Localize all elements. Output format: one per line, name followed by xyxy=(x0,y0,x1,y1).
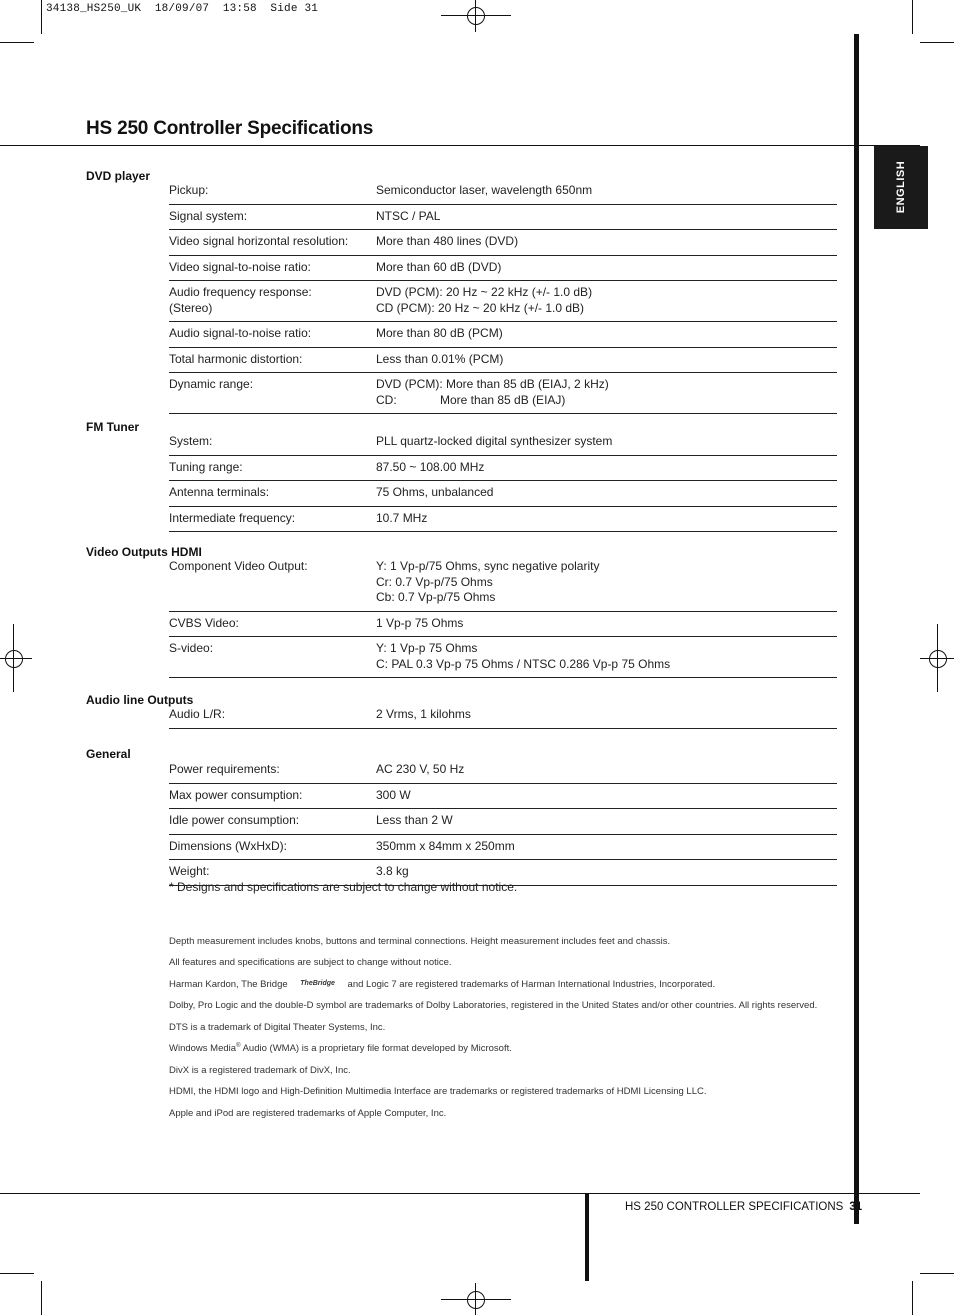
fine-print-divx: DivX is a registered trademark of DivX, Inc. xyxy=(169,1065,351,1076)
spec-value xyxy=(376,864,837,880)
spec-row xyxy=(169,430,837,456)
spec-label: Dimensions (WxHxD): xyxy=(169,838,288,853)
spec-label: Idle power consumption: xyxy=(169,813,300,827)
spec-label: Pickup: xyxy=(169,183,209,197)
spec-value xyxy=(376,260,837,276)
spec-value-line: Cb: 0.7 Vp-p/75 Ohms xyxy=(376,590,496,604)
spec-value xyxy=(376,707,837,723)
spec-value-line: AC 230 V, 50 Hz xyxy=(376,762,465,776)
language-tab-label: ENGLISH xyxy=(895,160,907,214)
footer-label: HS 250 CONTROLLER SPECIFICATIONS xyxy=(625,1201,844,1213)
spec-value-line: NTSC / PAL xyxy=(376,208,441,223)
fine-print-wma xyxy=(169,1043,512,1054)
spec-table-dvd xyxy=(169,179,837,414)
crop-mark xyxy=(41,0,42,34)
spec-label: Video signal horizontal resolution: xyxy=(169,234,349,248)
footer-rule xyxy=(0,1193,920,1194)
spec-value-line: DVD (PCM): More than 85 dB (EIAJ, 2 kHz) xyxy=(376,377,609,391)
fine-print-dolby: Dolby, Pro Logic and the double-D symbol are trademarks of Dolby Laboratories, registered in the United States and/or other countries. All rights reserved. xyxy=(169,1000,818,1011)
spec-table-video xyxy=(169,555,837,678)
spec-value-line: Less than 0.01% (PCM) xyxy=(376,351,504,366)
spec-value-line: DVD (PCM): 20 Hz ~ 22 kHz (+/- 1.0 dB) xyxy=(376,285,593,299)
spec-label: Tuning range: xyxy=(169,459,243,474)
spec-row xyxy=(169,456,837,482)
crop-mark xyxy=(0,1273,34,1274)
spec-row xyxy=(169,637,837,678)
footer-bar xyxy=(585,1193,589,1281)
spec-value-line: CD (PCM): 20 Hz ~ 20 kHz (+/- 1.0 dB) xyxy=(376,300,585,315)
spec-table-audio xyxy=(169,703,837,729)
spec-label: CVBS Video: xyxy=(169,615,239,630)
crop-mark xyxy=(920,42,954,43)
spec-value xyxy=(376,234,837,250)
page-number: 31 xyxy=(849,1201,863,1213)
spec-label: Signal system: xyxy=(169,208,248,223)
fine-print-harman-b: and Logic 7 are registered trademarks of Harman International Industries, Incorporated. xyxy=(347,979,716,990)
spec-row xyxy=(169,555,837,612)
fine-print-harman xyxy=(169,979,715,990)
spec-label: Audio frequency response: (Stereo) xyxy=(169,285,312,315)
spec-value xyxy=(376,559,837,606)
spec-value xyxy=(376,285,837,316)
section-title-general: General xyxy=(86,747,131,761)
spec-row xyxy=(169,230,837,256)
spec-value-line: 1 Vp-p 75 Ohms xyxy=(376,615,464,630)
spec-value xyxy=(376,377,837,408)
spec-label: Dynamic range: xyxy=(169,377,254,391)
spec-label: Antenna terminals: xyxy=(169,485,270,499)
spec-value-line: Y: 1 Vp-p 75 Ohms xyxy=(376,641,478,655)
fine-print-apple: Apple and iPod are registered trademarks of Apple Computer, Inc. xyxy=(169,1108,447,1119)
spec-row xyxy=(169,322,837,348)
spec-row xyxy=(169,835,837,861)
spec-row xyxy=(169,703,837,729)
crop-mark xyxy=(920,1273,954,1274)
spec-table-fm xyxy=(169,430,837,532)
print-slug: 34138_HS250_UK 18/09/07 13:58 Side 31 xyxy=(46,3,319,15)
spec-value-line: 2 Vrms, 1 kilohms xyxy=(376,707,471,721)
spec-value xyxy=(376,762,837,778)
spec-row xyxy=(169,758,837,784)
spec-row xyxy=(169,179,837,205)
spec-value xyxy=(376,460,837,476)
spec-row xyxy=(169,373,837,414)
spec-value-line: PLL quartz-locked digital synthesizer system xyxy=(376,434,613,448)
spec-value-line: 3.8 kg xyxy=(376,864,409,878)
spec-value-line: 87.50 ~ 108.00 MHz xyxy=(376,459,485,474)
fine-print-dts: DTS is a trademark of Digital Theater Systems, Inc. xyxy=(169,1022,386,1033)
spec-row xyxy=(169,205,837,231)
spec-label: S-video: xyxy=(169,641,214,655)
spec-row xyxy=(169,256,837,282)
crop-mark xyxy=(912,0,913,34)
page-title: HS 250 Controller Specifications xyxy=(86,118,374,139)
spec-value-line: C: PAL 0.3 Vp-p 75 Ohms / NTSC 0.286 Vp-p 75 Ohms xyxy=(376,656,671,671)
fine-print-harman-a: Harman Kardon, The Bridge xyxy=(169,979,288,990)
spec-row xyxy=(169,612,837,638)
title-rule xyxy=(0,145,920,146)
crop-mark xyxy=(41,1281,42,1315)
spec-row xyxy=(169,281,837,322)
spec-row xyxy=(169,481,837,507)
page-footer xyxy=(625,1201,862,1213)
spec-value xyxy=(376,352,837,368)
fine-print-depth: Depth measurement includes knobs, buttons and terminal connections. Height measurement includes feet and chassis. xyxy=(169,936,671,947)
spec-label: Audio signal-to-noise ratio: xyxy=(169,326,312,340)
spec-value xyxy=(376,616,837,632)
the-bridge-logo: TheBridge xyxy=(300,980,335,987)
spec-label: Max power consumption: xyxy=(169,787,303,802)
spec-value-line: More than 60 dB (DVD) xyxy=(376,259,502,274)
spec-row xyxy=(169,348,837,374)
spec-value xyxy=(376,485,837,501)
spec-label: Power requirements: xyxy=(169,762,280,776)
fine-print-wma-b: Audio (WMA) is a proprietary file format developed by Microsoft. xyxy=(240,1043,512,1055)
crop-mark xyxy=(0,42,34,43)
spec-value-line: More than 480 lines (DVD) xyxy=(376,234,519,248)
spec-value-line: Less than 2 W xyxy=(376,813,453,827)
spec-value-line: Y: 1 Vp-p/75 Ohms, sync negative polarity xyxy=(376,559,600,573)
spec-label: System: xyxy=(169,434,213,448)
spec-label: Total harmonic distortion: xyxy=(169,351,303,366)
language-tab xyxy=(874,146,928,229)
spec-value xyxy=(376,788,837,804)
spec-row xyxy=(169,809,837,835)
page-edge-bar xyxy=(854,34,859,1224)
spec-value-line: 300 W xyxy=(376,787,411,802)
fine-print-features: All features and specifications are subject to change without notice. xyxy=(169,957,452,968)
spec-row xyxy=(169,507,837,533)
spec-label: Audio L/R: xyxy=(169,707,226,721)
spec-value-line: 10.7 MHz xyxy=(376,510,428,525)
spec-label: Weight: xyxy=(169,864,210,878)
spec-value xyxy=(376,511,837,527)
section-title-dvd: DVD player xyxy=(86,169,151,183)
spec-value xyxy=(376,813,837,829)
spec-table-general xyxy=(169,758,837,886)
spec-value xyxy=(376,641,837,672)
section-title-video: Video Outputs HDMI xyxy=(86,545,202,559)
spec-value-line: CD: More than 85 dB (EIAJ) xyxy=(376,392,566,407)
crop-mark xyxy=(912,1281,913,1315)
spec-row xyxy=(169,784,837,810)
spec-value xyxy=(376,183,837,199)
spec-value-line: More than 80 dB (PCM) xyxy=(376,326,503,340)
spec-value-line: 75 Ohms, unbalanced xyxy=(376,485,494,499)
spec-label: Component Video Output: xyxy=(169,559,308,573)
spec-value-line: 350mm x 84mm x 250mm xyxy=(376,838,515,853)
spec-value xyxy=(376,326,837,342)
spec-value-line: Semiconductor laser, wavelength 650nm xyxy=(376,183,593,197)
registered-mark: ® xyxy=(236,1043,241,1049)
section-title-audio: Audio line Outputs xyxy=(86,693,194,707)
spec-label: Video signal-to-noise ratio: xyxy=(169,259,311,274)
fine-print-hdmi: HDMI, the HDMI logo and High-Definition Multimedia Interface are trademarks or registered trademarks of HDMI Licensing LLC. xyxy=(169,1086,707,1097)
spec-value xyxy=(376,434,837,450)
change-note: * Designs and specifications are subject to change without notice. xyxy=(169,880,518,894)
fine-print-wma-a: Windows Media xyxy=(169,1043,237,1055)
spec-value-line: Cr: 0.7 Vp-p/75 Ohms xyxy=(376,574,493,589)
spec-value xyxy=(376,209,837,225)
spec-label: Intermediate frequency: xyxy=(169,510,296,525)
spec-value xyxy=(376,839,837,855)
section-title-fm: FM Tuner xyxy=(86,420,140,434)
